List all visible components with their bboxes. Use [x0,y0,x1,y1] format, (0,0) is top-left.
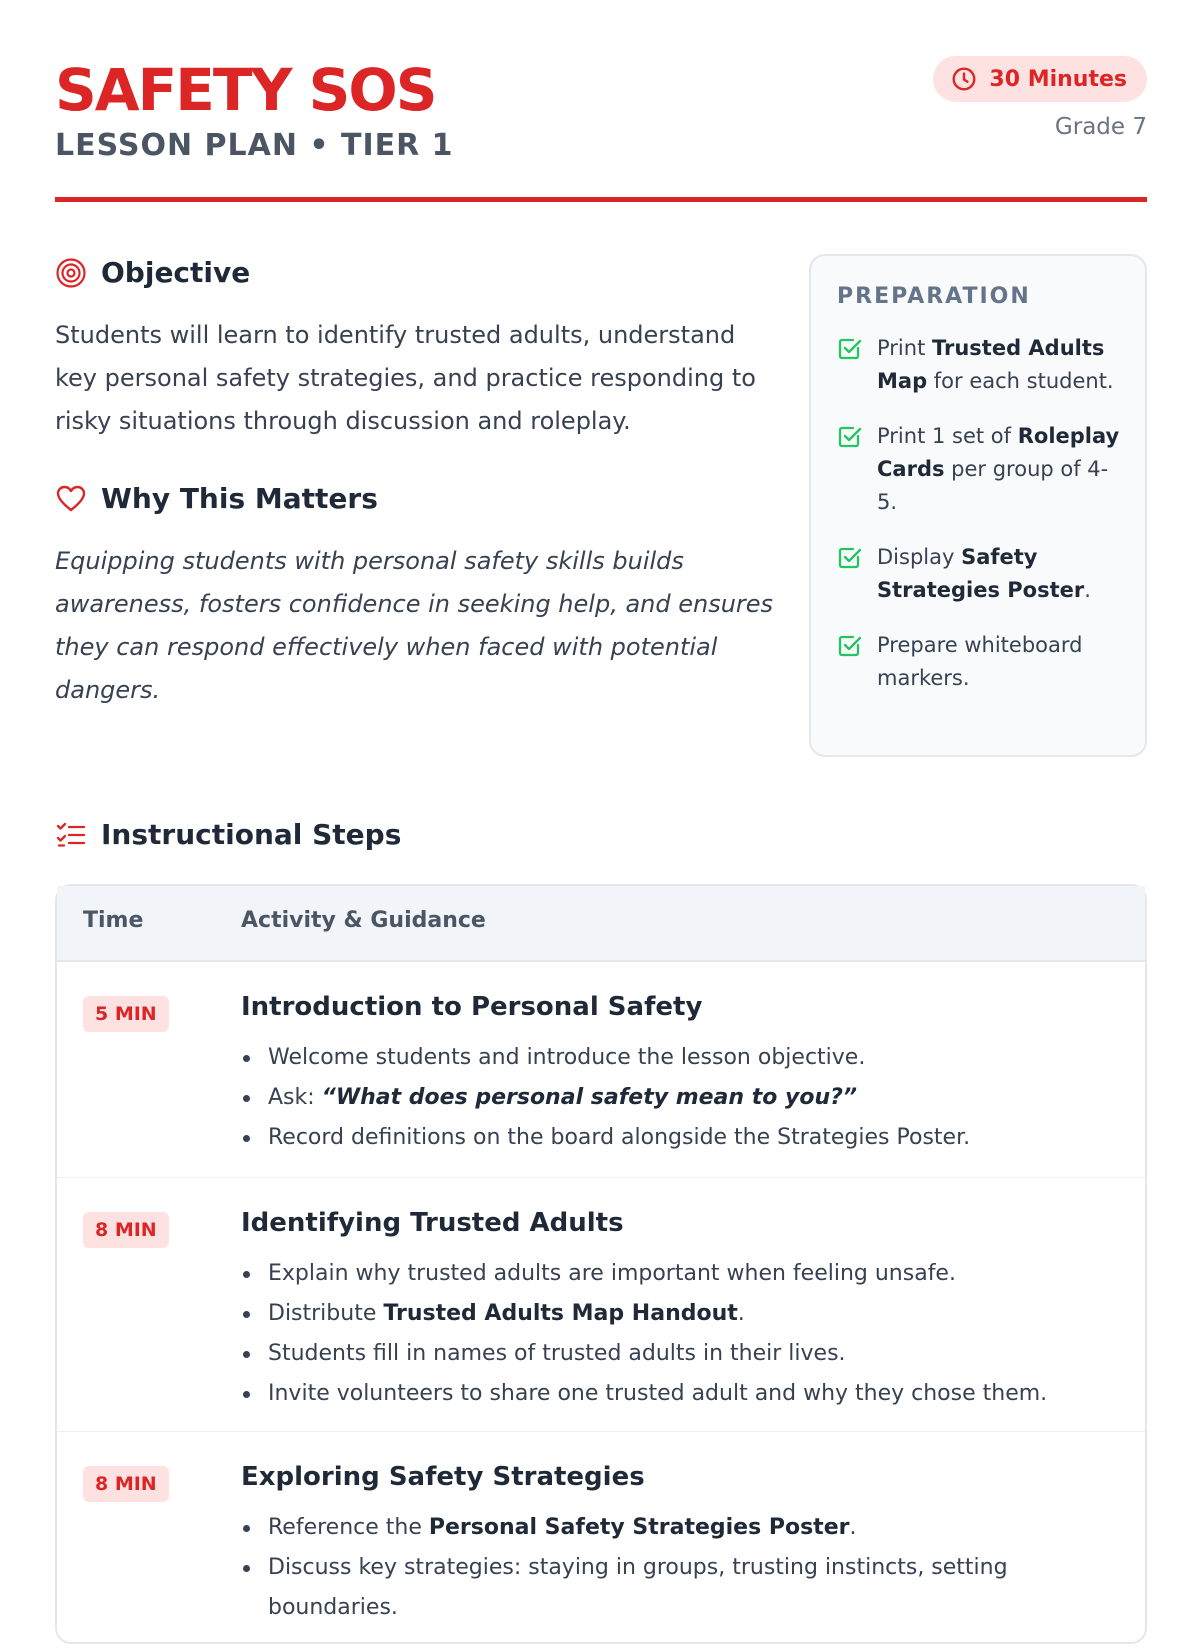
steps-table [55,884,1147,1644]
clock-icon [951,66,977,92]
why-title: Why This Matters [101,482,378,515]
duration-badge [933,56,1147,102]
duration-label: 30 Minutes [989,66,1127,92]
prep-item-text: Print Trusted Adults Map for each student. [877,336,1114,393]
step-title: Exploring Safety Strategies [241,1462,645,1492]
page-subtitle: LESSON PLAN • TIER 1 [55,128,454,163]
list-item: Explain why trusted adults are important when feeling unsafe. [241,1254,1121,1294]
table-row [57,962,1145,1178]
list-item: Ask: “What does personal safety mean to you?” [241,1078,1121,1118]
list-item: Discuss key strategies: staying in groups, trusting instincts, setting boundaries. [241,1548,1121,1628]
prep-item-text: Print 1 set of Roleplay Cards per group of 4-5. [877,424,1120,514]
target-icon [55,257,87,289]
check-square-icon [837,424,863,450]
prep-item [837,420,1121,519]
check-square-icon [837,336,863,362]
check-square-icon [837,633,863,659]
step-title: Introduction to Personal Safety [241,992,703,1022]
grade-label: Grade 7 [1054,114,1147,140]
list-item: Welcome students and introduce the lesson objective. [241,1038,1121,1078]
objective-heading [55,256,250,289]
step-bullets [241,1508,1121,1628]
table-header [57,886,1145,962]
steps-heading [55,818,401,851]
step-bullets [241,1038,1121,1158]
preparation-title: PREPARATION [837,284,1031,309]
list-item: Reference the Personal Safety Strategies Poster. [241,1508,1121,1548]
list-item: Invite volunteers to share one trusted adult and why they chose them. [241,1374,1121,1414]
column-header-activity: Activity & Guidance [241,908,486,933]
table-row [57,1178,1145,1432]
objective-text: Students will learn to identify trusted adults, understand key personal safety strategies, and practice responding to risky situations through discussion and roleplay. [55,321,756,435]
why-text: Equipping students with personal safety skills builds awareness, fosters confidence in seeking help, and ensures they can respond effectively when faced with potential dangers. [55,547,774,704]
time-badge: 8 MIN [83,1212,169,1248]
page-title: SAFETY SOS [55,56,436,124]
objective-title: Objective [101,256,251,289]
checklist-icon [55,819,87,851]
time-badge: 8 MIN [83,1466,169,1502]
why-heading [55,482,378,515]
prep-item [837,541,1121,607]
steps-title: Instructional Steps [101,818,402,851]
prep-item [837,332,1121,398]
list-item: Record definitions on the board alongside the Strategies Poster. [241,1118,1121,1158]
heart-icon [55,483,87,515]
prep-item-text: Display Safety Strategies Poster. [877,545,1091,602]
prep-item [837,629,1121,695]
list-item: Students fill in names of trusted adults in their lives. [241,1334,1121,1374]
lesson-header [55,56,1147,202]
list-item: Distribute Trusted Adults Map Handout. [241,1294,1121,1334]
column-header-time: Time [83,908,144,933]
check-square-icon [837,545,863,571]
step-title: Identifying Trusted Adults [241,1208,624,1238]
table-row [57,1432,1145,1652]
lesson-plan-page [55,0,1147,1620]
step-bullets [241,1254,1121,1414]
prep-item-text: Prepare whiteboard markers. [877,633,1083,690]
preparation-card [809,254,1147,757]
time-badge: 5 MIN [83,996,169,1032]
